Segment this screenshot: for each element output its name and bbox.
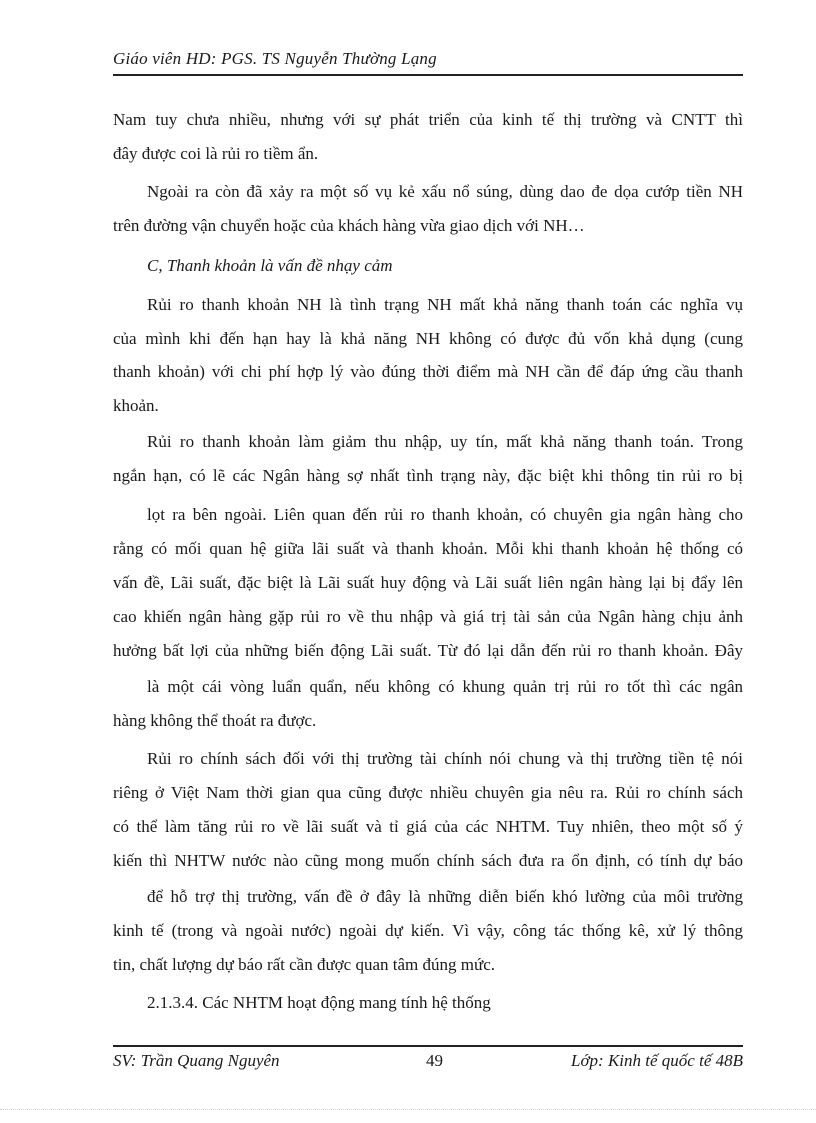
text-line: của mình khi đến hạn hay là khả năng NH không có được đủ vốn khả dụng (cung	[113, 329, 743, 348]
text-line: hưởng bất lợi của những biến động Lãi suất. Từ đó lại dẫn đến rủi ro thanh khoản. Đây	[113, 641, 743, 660]
subsection-heading: 2.1.3.4. Các NHTM hoạt động mang tính hệ thống	[147, 993, 491, 1012]
header-text: Giáo viên HD: PGS. TS Nguyễn Thường Lạng	[113, 49, 437, 68]
footer-student: SV: Trần Quang Nguyên	[113, 1051, 280, 1070]
text-line: tin, chất lượng dự báo rất cần được quan tâm đúng mức.	[113, 955, 495, 974]
page-number: 49	[426, 1051, 443, 1070]
text-line: kinh tế (trong và ngoài nước) ngoài dự kiến. Vì vậy, công tác thống kê, xử lý thông	[113, 921, 743, 940]
text-line: rằng có mối quan hệ giữa lãi suất và thanh khoản. Mỗi khi thanh khoản hệ thống có	[113, 539, 743, 558]
text-line: đây được coi là rủi ro tiềm ẩn.	[113, 144, 319, 163]
text-line: Rủi ro thanh khoản làm giảm thu nhập, uy tín, mất khả năng thanh toán. Trong	[147, 432, 743, 451]
text-line: là một cái vòng luẩn quẩn, nếu không có khung quản trị rủi ro tốt thì các ngân	[147, 677, 743, 696]
text-line: Ngoài ra còn đã xảy ra một số vụ kẻ xấu nổ súng, dùng dao đe dọa cướp tiền NH	[147, 182, 743, 201]
text-line: ngắn hạn, có lẽ các Ngân hàng sợ nhất tình trạng này, đặc biệt khi thông tin rủi ro bị	[113, 466, 743, 485]
text-line: trên đường vận chuyển hoặc của khách hàng vừa giao dịch với NH…	[113, 216, 585, 235]
text-line: hàng không thể thoát ra được.	[113, 711, 317, 730]
text-line: kiến thì NHTW nước nào cũng mong muốn chính sách đưa ra ổn định, có tính dự báo	[113, 851, 743, 870]
text-line: Rủi ro chính sách đối với thị trường tài chính nói chung và thị trường tiền tệ nói	[147, 749, 743, 768]
text-line: cao khiến ngân hàng gặp rủi ro về thu nhập và giá trị tài sản của Ngân hàng chịu ảnh	[113, 607, 743, 626]
footer-divider	[113, 1045, 743, 1047]
text-line: có thể làm tăng rủi ro về lãi suất và tỉ giá của các NHTM. Tuy nhiên, theo một số ý	[113, 817, 743, 836]
text-line: để hỗ trợ thị trường, vấn đề ở đây là những diễn biến khó lường của môi trường	[147, 887, 743, 906]
text-line: lọt ra bên ngoài. Liên quan đến rủi ro thanh khoản, có chuyên gia ngân hàng cho	[147, 505, 743, 524]
footer-class: Lớp: Kinh tế quốc tế 48B	[571, 1051, 743, 1070]
text-line: Rủi ro thanh khoản NH là tình trạng NH mất khả năng thanh toán các nghĩa vụ	[147, 295, 743, 314]
text-line: vấn đề, Lãi suất, đặc biệt là Lãi suất huy động và Lãi suất liên ngân hàng lại bị đẩy lên	[113, 573, 743, 592]
text-line: riêng ở Việt Nam thời gian qua cũng được nhiều chuyên gia nêu ra. Rủi ro chính sách	[113, 783, 743, 802]
header-divider	[113, 74, 743, 76]
section-heading: C, Thanh khoản là vấn đề nhạy cảm	[147, 256, 393, 275]
bottom-dotted-border	[0, 1109, 816, 1110]
text-line: thanh khoản) với chi phí hợp lý vào đúng thời điểm mà NH cần để đáp ứng cầu thanh	[113, 362, 743, 381]
text-line: khoản.	[113, 396, 159, 415]
text-line: Nam tuy chưa nhiều, nhưng với sự phát triển của kinh tế thị trường và CNTT thì	[113, 110, 743, 129]
